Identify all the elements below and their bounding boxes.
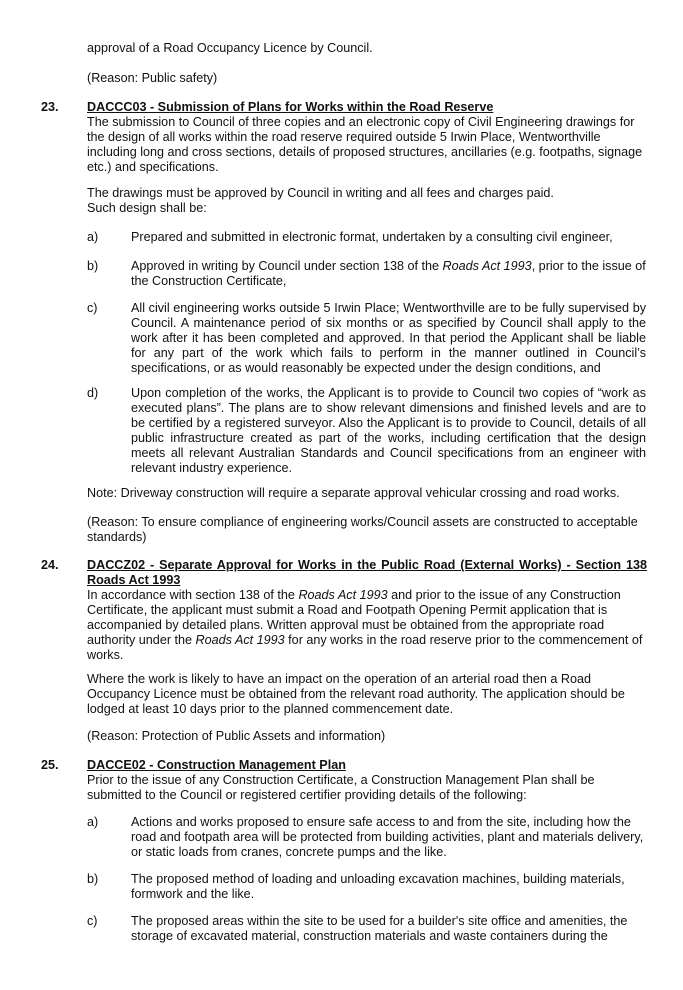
condition-number: 25. xyxy=(41,758,59,772)
reason-text: (Reason: Protection of Public Assets and information) xyxy=(87,729,386,743)
list-item-text xyxy=(131,259,646,289)
condition-intro: Prior to the issue of any Construction Certificate, a Construction Management Plan shall be submitted to the Council or registered certifier providing details of the following: xyxy=(87,773,595,802)
text-segment: Approved in writing by Council under section 138 of the xyxy=(131,259,443,273)
list-label: c) xyxy=(87,914,98,928)
list-label: b) xyxy=(87,259,99,273)
condition-intro: The submission to Council of three copies and an electronic copy of Civil Engineering drawings for the design of all works within the road reserve required outside 5 Irwin Place, Wentworthville including long and cross sections, details of proposed structures, ancillaries (e.g. footpaths, signage etc.) and specifications. xyxy=(87,115,643,174)
reason-text: (Reason: To ensure compliance of engineering works/Council assets are constructed to acceptable standards) xyxy=(87,515,638,544)
continuation-text: approval of a Road Occupancy Licence by Council. xyxy=(87,41,373,55)
condition-paragraph xyxy=(87,588,647,663)
condition-heading: DACCE02 - Construction Management Plan xyxy=(87,758,346,772)
list-item-text: All civil engineering works outside 5 Irwin Place; Wentworthville are to be fully supervised by Council. A maintenance period of six months or as specified by Council shall apply to the work after it has been completed and approved. In that period the Applicant shall be liable for any part of the work which fails to perform in the manner outlined in Council’s specifications, or as would reasonably be expected under the design conditions, and xyxy=(131,301,646,375)
condition-heading: DACCZ02 - Separate Approval for Works in the Public Road (External Works) - Section 138 Roads Act 1993 xyxy=(87,558,647,587)
condition-paragraph: Where the work is likely to have an impact on the operation of an arterial road then a Road Occupancy Licence must be obtained from the relevant road authority. The application should be lodged at least 10 days prior to the planned commencement date. xyxy=(87,672,625,716)
list-item-text: Upon completion of the works, the Applicant is to provide to Council two copies of “work as executed plans”. The plans are to show relevant dimensions and finished levels and are to be certified by a registered surveyor. Also the Applicant is to provide to Council, details of all public infrastructure created as part of the works, including certification that the design meets all relevant Australian Standards and Council specifications from an engineer with relevant industry experience. xyxy=(131,386,646,475)
note-text: Note: Driveway construction will require a separate approval vehicular crossing and road works. xyxy=(87,486,620,500)
act-name: Roads Act 1993 xyxy=(195,633,285,647)
list-label: b) xyxy=(87,872,99,886)
act-name: Roads Act 1993 xyxy=(298,588,388,602)
text-segment: In accordance with section 138 of the xyxy=(87,588,299,602)
condition-heading: DACCC03 - Submission of Plans for Works within the Road Reserve xyxy=(87,100,494,114)
condition-number: 24. xyxy=(41,558,59,572)
list-item-text: The proposed areas within the site to be used for a builder's site office and amenities, the storage of excavated material, construction materials and waste containers during the xyxy=(131,914,628,943)
approval-text: The drawings must be approved by Council in writing and all fees and charges paid. xyxy=(87,186,554,200)
list-item-text: Prepared and submitted in electronic format, undertaken by a consulting civil engineer, xyxy=(131,230,613,244)
list-label: c) xyxy=(87,301,98,315)
design-text: Such design shall be: xyxy=(87,201,207,215)
condition-number: 23. xyxy=(41,100,59,114)
list-item-text: Actions and works proposed to ensure safe access to and from the site, including how the road and footpath area will be protected from building activities, plant and materials delivery, or static loads from cranes, concrete pumps and the like. xyxy=(131,815,644,859)
list-label: d) xyxy=(87,386,99,400)
reason-text: (Reason: Public safety) xyxy=(87,71,218,85)
list-label: a) xyxy=(87,230,99,244)
list-item-text: The proposed method of loading and unloading excavation machines, building materials, formwork and the like. xyxy=(131,872,625,901)
text-segment: , prior to the issue of the Construction Certificate, xyxy=(131,259,646,288)
text-segment: for any works in the road reserve prior to the commencement of works. xyxy=(87,633,643,662)
act-name: Roads Act 1993 xyxy=(442,259,532,273)
text-segment: and prior to the issue of any Construction Certificate, the applicant must submit a Road and Footpath Opening Permit application that is accompanied by detailed plans. Written approval must be obtained from the appropriate road authority under the xyxy=(87,588,621,647)
list-label: a) xyxy=(87,815,99,829)
